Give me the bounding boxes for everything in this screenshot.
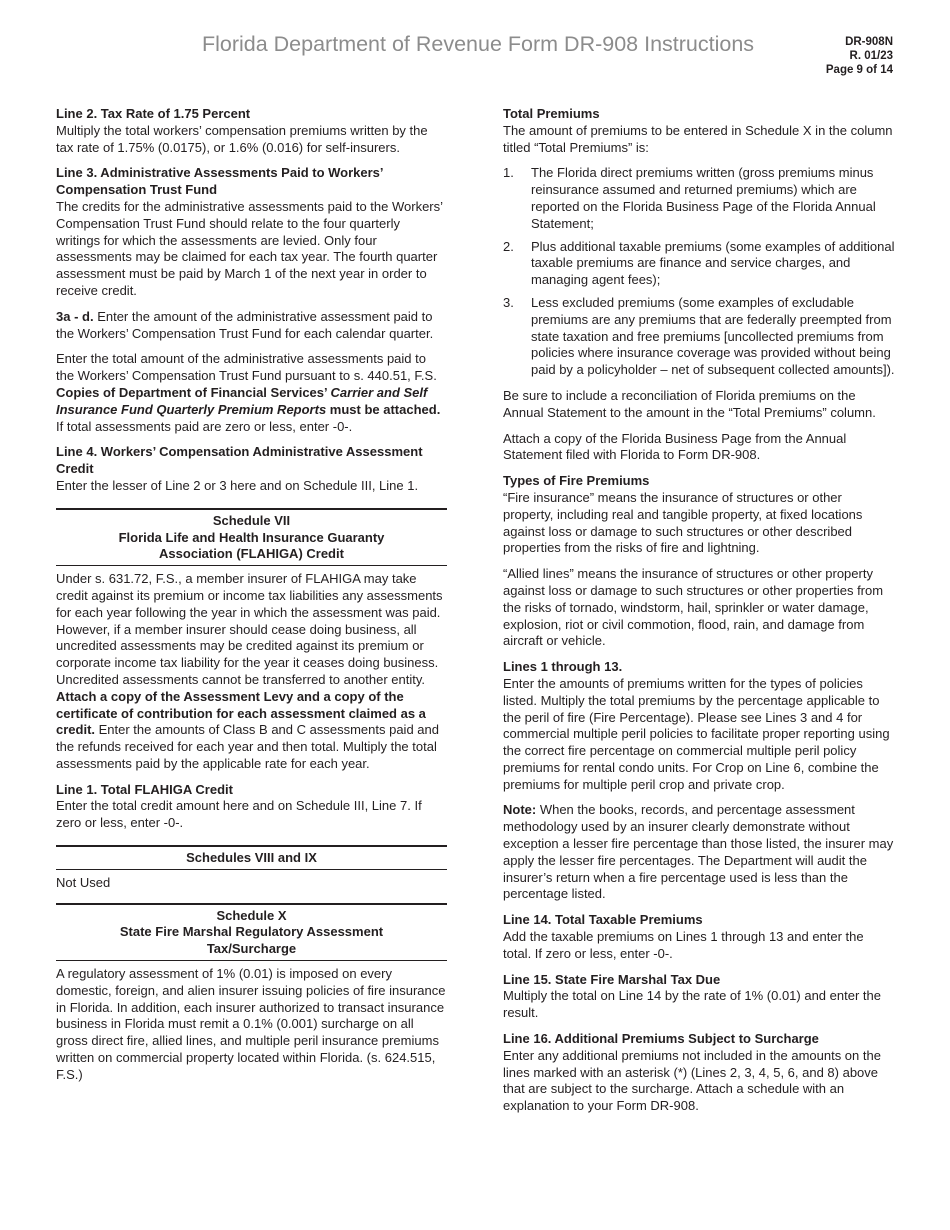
line3a-label: 3a - d. <box>56 308 94 324</box>
schedule-x-header <box>56 903 447 961</box>
schedule-x-subtitle-1: State Fire Marshal Regulatory Assessment <box>119 924 384 940</box>
schedule-vii-subtitle-1: Florida Life and Health Insurance Guaranty <box>118 529 385 545</box>
list-item-text: Plus additional taxable premiums (some examples of additional taxable premiums are finance and service charges, and managing agent fees); <box>531 238 895 288</box>
lines-1-13-section <box>503 659 895 793</box>
line14-text: Add the taxable premiums on Lines 1 through 13 and enter the total. If zero or less, enter -0-. <box>503 929 864 961</box>
reconcile-text: Be sure to include a reconciliation of Florida premiums on the Annual Statement to the amount in the “Total Premiums” column. <box>503 387 876 420</box>
total-assessments-bold: Copies of Department of Financial Services’ <box>56 384 331 400</box>
note-text: When the books, records, and percentage assessment methodology used by an insurer clearly demonstrate without exception a lesser fire percentage than those listed, the insurer may apply the lesser fire percentages. The Department will audit the insurer’s return when a fire percentage used is less than the percentage listed. <box>503 802 894 902</box>
flahiga-section <box>56 782 447 832</box>
attach-text: Attach a copy of the Florida Business Page from the Annual Statement filed with Florida to Form DR-908. <box>503 430 847 463</box>
lines-1-13-text: Enter the amounts of premiums written for the types of policies listed. Multiply the total premiums by the percentage applicable to the peril of fire (Fire Percentage). Please see Lines 3 and 4 for commercial multiple peril policies to facilitate proper reporting using the correct fire percentage on commercial multiple peril policy premiums for rental condo units. For Crop on Line 6, combine the premiums for multiple peril crop and private crop. <box>503 675 890 792</box>
flahiga-heading: Line 1. Total FLAHIGA Credit <box>56 781 233 797</box>
form-revision: R. 01/23 <box>849 50 893 62</box>
list-item-text: Less excluded premiums (some examples of excludable premiums are any premiums that are federally preempted from state taxation and free premiums [uncollected premiums from policies where insurance coverage was provided without being paid by a policyholder – net of subsequent collected amounts]). <box>531 294 895 378</box>
total-premiums-section <box>503 106 895 156</box>
list-item-number: 3. <box>503 294 514 310</box>
schedules-viii-ix-title: Schedules VIII and IX <box>186 850 317 866</box>
line15-heading: Line 15. State Fire Marshal Tax Due <box>503 971 721 987</box>
list-item <box>503 165 895 232</box>
fire-text: “Fire insurance” means the insurance of structures or other property, including real and tangible property, at fixed locations against loss or damage to such structures or other described properties from the risks of fire and lightning. <box>503 489 863 556</box>
list-item-number: 2. <box>503 238 514 254</box>
line15-section <box>503 972 895 1022</box>
report-title: Carrier and Self Insurance Fund Quarterly Premium Reports <box>56 384 428 417</box>
total-assessments-text: Enter the total amount of the administrative assessments paid to the Workers’ Compensation Trust Fund pursuant to s. 440.51, F.S. <box>56 351 437 384</box>
total-assessments-section <box>56 351 447 435</box>
total-premiums-heading: Total Premiums <box>503 106 600 121</box>
fire-heading: Types of Fire Premiums <box>503 473 650 489</box>
schedule-vii-title: Schedule VII <box>212 512 291 528</box>
schedule-vii-subtitle-2: Association (FLAHIGA) Credit <box>159 546 344 562</box>
left-column <box>56 106 447 1093</box>
fire-section <box>503 473 895 557</box>
line3a-text: Enter the amount of the administrative assessment paid to the Workers’ Compensation Trust Fund for each calendar quarter. <box>56 308 434 341</box>
schedule-vii-body-2: Enter the amounts of Class B and C assessments paid and the refunds received for each year and then total. Multiply the total assessments paid by the applicable rate for each year. <box>56 722 439 771</box>
allied-text: “Allied lines” means the insurance of structures or other property against loss or damage to such structures or other properties from the risks of tornado, windstorm, hail, sprinkler or water damage, explosion, riot or civil commotion, flood, rain, and damage from aircraft or vehicle. <box>503 566 884 649</box>
line3-text: The credits for the administrative assessments paid to the Workers’ Compensation Trust Fund should relate to the four quarterly writings for which the assessments are levied. Only four assessments may be claimed for each tax year. The fourth quarter assessment must be paid by March 1 of the next year in order to receive credit. <box>56 198 443 298</box>
page-title: Florida Department of Revenue Form DR-908 Instructions <box>201 32 755 56</box>
must-be-attached: must be attached. <box>326 401 441 417</box>
schedules-viii-ix-text: Not Used <box>56 874 111 890</box>
line3-heading: Line 3. Administrative Assessments Paid to Workers’ Compensation Trust Fund <box>56 165 383 198</box>
schedule-vii-body: Under s. 631.72, F.S., a member insurer of FLAHIGA may take credit against its premium or income tax liabilities any assessments for each year following the year in which the assessment was paid. However, if a member insurer should cease doing business, all uncredited assessments may be credited against its premium or corporate income tax liability for the year it ceases doing business. Uncredited assessments cannot be transferred to another entity. <box>56 571 443 687</box>
schedule-x-subtitle-2: Tax/Surcharge <box>206 941 297 957</box>
line14-heading: Line 14. Total Taxable Premiums <box>503 912 703 928</box>
list-item-number: 1. <box>503 165 514 181</box>
schedule-vii-attach: Attach a copy of the Assessment Levy and a copy of the certificate of contribution for each assessment claimed as a credit. <box>56 688 426 738</box>
line4-heading: Line 4. Workers’ Compensation Administrative Assessment Credit <box>56 444 423 477</box>
schedules-viii-ix-header <box>56 845 447 870</box>
line15-text: Multiply the total on Line 14 by the rate of 1% (0.01) and enter the result. <box>503 988 881 1021</box>
right-column <box>503 106 895 1124</box>
line16-heading: Line 16. Additional Premiums Subject to Surcharge <box>503 1031 819 1047</box>
line14-section <box>503 912 895 962</box>
lines-1-13-heading: Lines 1 through 13. <box>503 659 623 675</box>
form-number: DR-908N <box>845 36 893 48</box>
form-identifier <box>826 35 893 77</box>
schedule-vii-header <box>56 508 447 566</box>
line16-text: Enter any additional premiums not included in the amounts on the lines marked with an asterisk (*) (Lines 2, 3, 4, 5, 6, and 8) above that are subject to the surcharge. Attach a schedule with an explanation to your Form DR-908. <box>503 1047 881 1114</box>
list-item <box>503 295 895 379</box>
line4-section <box>56 444 447 494</box>
schedule-vii-text <box>56 571 447 773</box>
total-premiums-list <box>503 165 895 379</box>
total-assessments-zero: If total assessments paid are zero or less, enter -0-. <box>56 418 353 434</box>
list-item <box>503 239 895 289</box>
line3-section <box>56 165 447 299</box>
note-section <box>503 802 895 903</box>
page-number: Page 9 of 14 <box>825 64 893 76</box>
line3a-section <box>56 309 447 343</box>
line16-section <box>503 1031 895 1115</box>
schedule-x-title: Schedule X <box>216 907 287 923</box>
schedule-x-text: A regulatory assessment of 1% (0.01) is imposed on every domestic, foreign, and alien insurer issuing policies of fire insurance in Florida. In addition, each insurer authorized to transact insurance business in Florida must remit a 0.1% (0.001) surcharge on all gross direct fire, allied lines, and multiple peril insurance premiums written on commercial property located within Florida. (s. 624.515, F.S.) <box>56 966 446 1082</box>
total-premiums-text: The amount of premiums to be entered in Schedule X in the column titled “Total Premiums” is: <box>503 122 893 155</box>
note-label: Note: <box>503 802 537 818</box>
line2-text: Multiply the total workers’ compensation premiums written by the tax rate of 1.75% (0.0175), or 1.6% (0.016) for self-insurers. <box>56 122 428 155</box>
list-item-text: The Florida direct premiums written (gross premiums minus reinsurance assumed and returned premiums) which are reported on the Florida Business Page of the Florida Annual Statement; <box>531 165 876 231</box>
flahiga-text: Enter the total credit amount here and on Schedule III, Line 7. If zero or less, enter -0-. <box>56 798 422 831</box>
line2-heading: Line 2. Tax Rate of 1.75 Percent <box>56 106 251 121</box>
line4-text: Enter the lesser of Line 2 or 3 here and on Schedule III, Line 1. <box>56 477 419 493</box>
line2-section <box>56 106 447 156</box>
